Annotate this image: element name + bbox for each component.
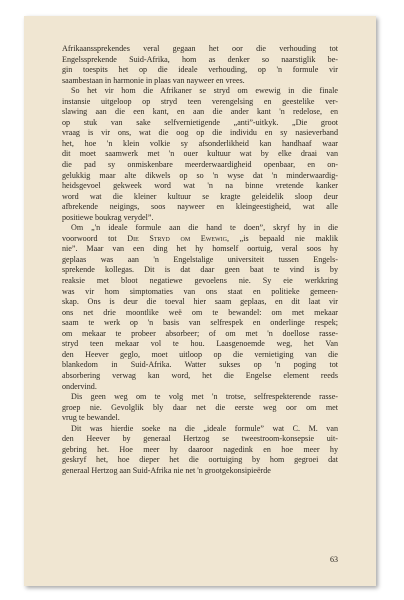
- text-line: slawing aan die een kant, en aan die ander kant 'n redelose, en: [62, 107, 338, 117]
- text-line: positiewe boukrag verydel”.: [62, 212, 154, 222]
- text-line: den Heever by generaal Hertzog se tweestroom-konsepsie uit-: [62, 434, 338, 444]
- text-line: om mekaar te probeer absorbeer; of om met 'n doellose rasse-: [62, 328, 338, 338]
- text-line: sprekende kollegas. Dit is dat daar geen baat te vind is by: [62, 265, 338, 275]
- text-line: voorwoord tot Die Stryd om Ewewig, „is bepaald nie maklik: [62, 233, 338, 243]
- text-line: reaksie met bloot negatiewe gevoelens nie. Sy eie werkkring: [62, 276, 338, 286]
- text-line: groep nie. Gevolglik bly daar net die eerste weg oor om met: [62, 402, 338, 412]
- text-line: het, hoe 'n klein volkie sy afsonderlikheid kan handhaaf waar: [62, 138, 338, 148]
- text-line: word wat die kleiner kultuur se kragte geleidelik sloop deur: [62, 191, 338, 201]
- text-line: geskryf het, hoe dieper het die oortuiging by hom gegroei dat: [62, 455, 338, 465]
- text-line: ons net drie moontlike weë om te bewandel: om met mekaar: [62, 307, 338, 317]
- text-line: Dis geen weg om te volg met 'n trotse, selfrespekterende rasse-: [71, 392, 338, 402]
- text-line: heidsgevoel gekweek word wat 'n na binne vretende kanker: [62, 181, 338, 191]
- text-line: ondervind.: [62, 381, 97, 391]
- text-line: afbrekende neigings, soos nayweer en kleingeestigheid, wat alle: [62, 202, 338, 212]
- text-line: den Heever geglo, moet uitloop op die vernietiging van die: [62, 349, 338, 359]
- book-page: [24, 16, 376, 586]
- text-line: was vir hom simptomaties van ons staat en politieke gemeen-: [62, 286, 338, 296]
- text-line: blankedom in Suid-Afrika. Watter sukses op 'n poging tot: [62, 360, 338, 370]
- text-line: dit moet saamwerk met 'n ouer kultuur wat by elke draai van: [62, 149, 338, 159]
- text-line: gin toespits het op die ideale verhouding, op 'n formule vir: [62, 65, 338, 75]
- text-line: saambestaan in harmonie in plaas van nayweer en vrees.: [62, 75, 245, 85]
- text-line: saam te werk op 'n basis van selfrespek en onderlinge respek;: [62, 318, 338, 328]
- text-line: Afrikaanssprekendes veral gegaan het oor die verhouding tot: [62, 44, 338, 53]
- text-line: die pad sy onmiskenbare meerderwaardigheid openbaar, en on-: [62, 160, 338, 170]
- text-line: Dit was hierdie soeke na die „ideale formule” wat C. M. van: [71, 423, 338, 433]
- text-line: So het vir hom die Afrikaner se stryd om ewewig in die finale: [71, 86, 338, 96]
- text-line: skap. Ons is deur die toeval hier saam geplaas, en dit laat vir: [62, 297, 338, 307]
- text-line: gelukkig maar alte dikwels op so 'n wyse dat 'n minderwaardig-: [62, 170, 338, 180]
- text-line: vrug te bewandel.: [62, 413, 120, 423]
- text-line: generaal Hertzog aan Suid-Afrika nie net 'n grootgekonsipieërde: [62, 465, 271, 475]
- text-line: vraag is vir ons, wat die oog op die individu en sy nasieverband: [62, 128, 338, 138]
- text-line: Om „'n ideale formule aan die hand te doen”, skryf hy in die: [71, 223, 338, 233]
- text-line: stryd teen mekaar vol te hou. Laasgenoemde weg, het Van: [62, 339, 338, 349]
- body-text: [62, 44, 338, 476]
- text-line: absorbering verwag kan word, het die Engelse element reeds: [62, 370, 338, 380]
- text-line: gebring het. Hoe meer hy daaroor nagedink en hoe meer hy: [62, 444, 338, 454]
- text-line: nie”. Maar van een ding het hy homself oortuig, veral soos hy: [62, 244, 338, 254]
- text-line: geplaas was aan 'n Engelstalige universiteit tussen Engels-: [62, 254, 338, 264]
- page-number: 63: [330, 555, 338, 564]
- text-line: op stuk van sake selfvernietigende „anti”-uitkyk. „Die groot: [62, 117, 338, 127]
- text-line: Engelssprekende Suid-Afrika, hom as denker so naarstiglik be-: [62, 54, 338, 64]
- text-line: instansie uitgeloop op stryd teen verengelsing en geestelike ver-: [62, 96, 338, 106]
